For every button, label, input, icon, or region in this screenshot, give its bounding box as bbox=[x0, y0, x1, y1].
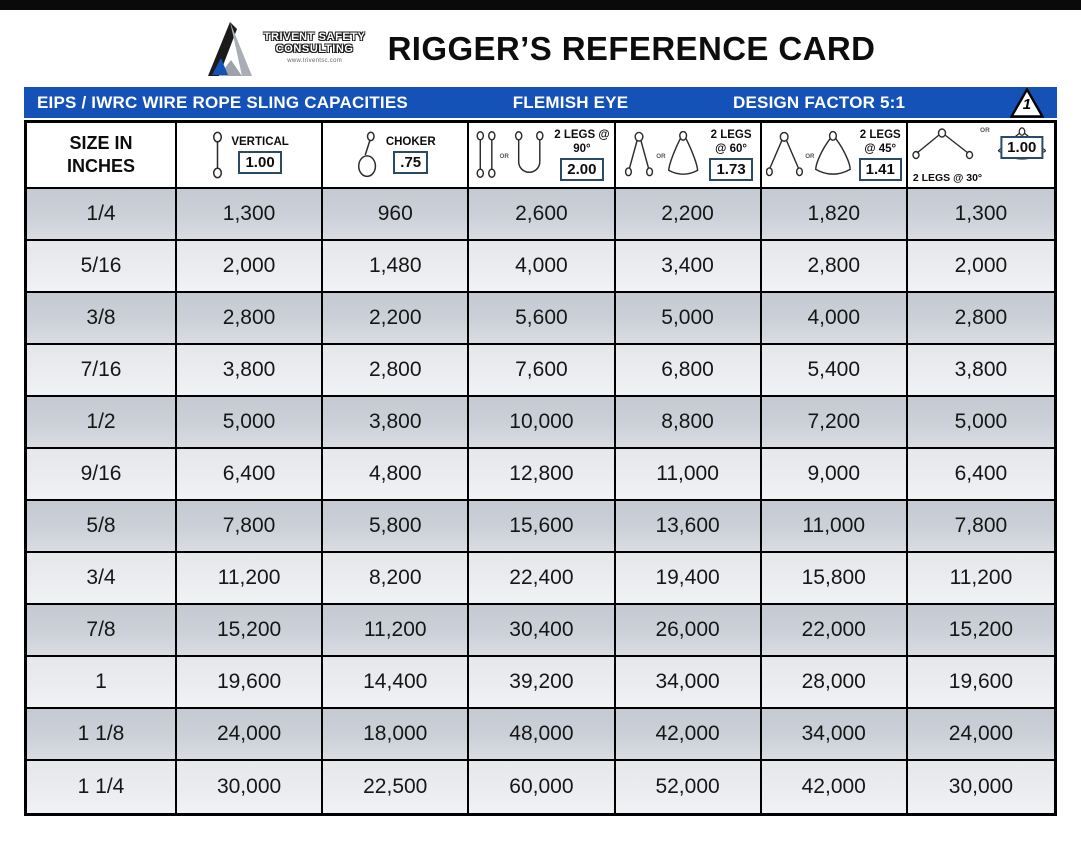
capacity-cell: 7,600 bbox=[469, 345, 615, 395]
factor-box: 1.41 bbox=[859, 158, 902, 181]
column-label-2-legs-45 bbox=[859, 129, 902, 182]
capacity-cell: 2,800 bbox=[323, 345, 469, 395]
row-size-cell: 5/16 bbox=[27, 241, 177, 291]
capacity-cell: 22,400 bbox=[469, 553, 615, 603]
column-label-text: CHOKER bbox=[385, 135, 436, 148]
table-row bbox=[27, 501, 1054, 553]
capacity-cell: 11,200 bbox=[323, 605, 469, 655]
page-number: 1 bbox=[1022, 95, 1032, 113]
logo-name-line2: CONSULTING bbox=[275, 42, 354, 55]
capacity-cell: 2,600 bbox=[469, 189, 615, 239]
two-leg-60-bridle-icon bbox=[622, 131, 704, 179]
svg-text:OR: OR bbox=[656, 152, 667, 160]
capacity-cell: 8,800 bbox=[616, 397, 762, 447]
capacity-cell: 15,800 bbox=[762, 553, 908, 603]
capacity-cell: 22,500 bbox=[323, 761, 469, 813]
capacity-cell: 19,600 bbox=[908, 657, 1054, 707]
capacity-cell: 15,200 bbox=[908, 605, 1054, 655]
capacity-cell: 11,000 bbox=[616, 449, 762, 499]
table-row bbox=[27, 293, 1054, 345]
capacity-cell: 22,000 bbox=[762, 605, 908, 655]
triangle-page-marker-icon bbox=[1010, 88, 1044, 118]
column-label-text: 2 LEGS @ bbox=[554, 128, 610, 141]
capacity-cell: 2,000 bbox=[177, 241, 323, 291]
factor-box: 1.73 bbox=[709, 158, 752, 181]
capacity-cell: 42,000 bbox=[762, 761, 908, 813]
capacity-table bbox=[24, 120, 1057, 816]
svg-text:OR: OR bbox=[499, 152, 510, 160]
size-header-line1: SIZE IN bbox=[69, 132, 133, 153]
capacity-cell: 5,000 bbox=[908, 397, 1054, 447]
capacity-cell: 19,400 bbox=[616, 553, 762, 603]
capacity-cell: 7,800 bbox=[908, 501, 1054, 551]
capacity-cell: 4,800 bbox=[323, 449, 469, 499]
logo-text bbox=[264, 32, 366, 64]
capacity-cell: 14,400 bbox=[323, 657, 469, 707]
capacity-cell: 11,000 bbox=[762, 501, 908, 551]
choker-hitch-icon bbox=[355, 131, 381, 179]
table-row bbox=[27, 345, 1054, 397]
capacity-cell: 2,200 bbox=[616, 189, 762, 239]
capacity-cell: 1,480 bbox=[323, 241, 469, 291]
page-title: RIGGER’S REFERENCE CARD bbox=[387, 29, 876, 67]
capacity-cell: 8,200 bbox=[323, 553, 469, 603]
capacity-cell: 7,800 bbox=[177, 501, 323, 551]
column-label-text: 2 LEGS bbox=[859, 128, 901, 141]
capacity-cell: 26,000 bbox=[616, 605, 762, 655]
capacity-cell: 28,000 bbox=[762, 657, 908, 707]
two-leg-30-bridle-icon bbox=[911, 127, 977, 161]
capacity-cell: 30,000 bbox=[908, 761, 1054, 813]
logo-name-line1: TRIVENT SAFETY bbox=[263, 31, 366, 44]
column-label-vertical bbox=[231, 136, 289, 175]
capacity-cell: 6,400 bbox=[908, 449, 1054, 499]
banner-left-label: EIPS / IWRC WIRE ROPE SLING CAPACITIES bbox=[37, 92, 408, 112]
vertical-sling-icon bbox=[209, 131, 226, 179]
column-label-text: 2 LEGS bbox=[710, 128, 752, 141]
capacity-cell: 60,000 bbox=[469, 761, 615, 813]
capacity-cell: 42,000 bbox=[616, 709, 762, 759]
factor-box: .75 bbox=[393, 151, 428, 174]
company-logo bbox=[206, 20, 366, 78]
capacity-cell: 7,200 bbox=[762, 397, 908, 447]
card-header bbox=[0, 10, 1081, 87]
capacity-cell: 1,820 bbox=[762, 189, 908, 239]
capacity-cell: 48,000 bbox=[469, 709, 615, 759]
row-size-cell: 7/8 bbox=[27, 605, 177, 655]
column-label-text: 90° bbox=[573, 142, 591, 155]
row-size-cell: 3/4 bbox=[27, 553, 177, 603]
capacity-cell: 6,800 bbox=[616, 345, 762, 395]
table-row bbox=[27, 553, 1054, 605]
row-size-cell: 1/4 bbox=[27, 189, 177, 239]
column-label-2-legs-90 bbox=[554, 129, 609, 182]
capacity-cell: 15,600 bbox=[469, 501, 615, 551]
capacity-banner bbox=[24, 87, 1057, 118]
column-label-choker bbox=[386, 136, 436, 175]
logo-website: www.triventsc.com bbox=[287, 58, 343, 65]
row-size-cell: 9/16 bbox=[27, 449, 177, 499]
capacity-cell: 5,000 bbox=[177, 397, 323, 447]
capacity-cell: 30,400 bbox=[469, 605, 615, 655]
column-label-text: VERTICAL bbox=[231, 135, 289, 148]
capacity-cell: 3,800 bbox=[908, 345, 1054, 395]
capacity-cell: 2,000 bbox=[908, 241, 1054, 291]
capacity-cell: 39,200 bbox=[469, 657, 615, 707]
capacity-cell: 3,800 bbox=[323, 397, 469, 447]
capacity-cell: 5,600 bbox=[469, 293, 615, 343]
capacity-cell: 1,300 bbox=[908, 189, 1054, 239]
size-header-line2: INCHES bbox=[66, 156, 135, 176]
capacity-cell: 960 bbox=[323, 189, 469, 239]
two-leg-90-slings-icon bbox=[473, 131, 549, 179]
column-header-choker bbox=[323, 123, 469, 187]
capacity-cell: 4,000 bbox=[762, 293, 908, 343]
column-label-text: @ 60° bbox=[715, 142, 747, 155]
row-size-cell: 5/8 bbox=[27, 501, 177, 551]
column-header-vertical bbox=[177, 123, 323, 187]
table-header-row bbox=[27, 123, 1054, 189]
capacity-cell: 3,400 bbox=[616, 241, 762, 291]
capacity-cell: 11,200 bbox=[908, 553, 1054, 603]
two-leg-45-bridle-icon bbox=[766, 131, 854, 179]
top-black-bar bbox=[0, 0, 1081, 10]
column-label-text: @ 45° bbox=[864, 142, 897, 155]
capacity-cell: 4,000 bbox=[469, 241, 615, 291]
column-header-2-legs-60 bbox=[616, 123, 762, 187]
capacity-cell: 12,800 bbox=[469, 449, 615, 499]
factor-box: 1.00 bbox=[238, 151, 281, 174]
column-header-2-legs-45 bbox=[762, 123, 908, 187]
column-header-size bbox=[27, 123, 177, 187]
capacity-cell: 2,200 bbox=[323, 293, 469, 343]
capacity-cell: 30,000 bbox=[177, 761, 323, 813]
capacity-cell: 5,800 bbox=[323, 501, 469, 551]
capacity-cell: 24,000 bbox=[177, 709, 323, 759]
table-row bbox=[27, 709, 1054, 761]
table-row bbox=[27, 657, 1054, 709]
two-leg-30-basket-icon bbox=[993, 127, 1051, 169]
factor-box: 1.00 bbox=[1000, 136, 1043, 159]
table-row bbox=[27, 397, 1054, 449]
capacity-cell: 11,200 bbox=[177, 553, 323, 603]
row-size-cell: 1 1/8 bbox=[27, 709, 177, 759]
column-label-2-legs-30: 2 LEGS @ 30° bbox=[912, 172, 983, 184]
capacity-cell: 2,800 bbox=[908, 293, 1054, 343]
trivent-triangle-logo-icon bbox=[206, 20, 258, 78]
column-header-2-legs-30 bbox=[908, 123, 1054, 187]
capacity-cell: 18,000 bbox=[323, 709, 469, 759]
row-size-cell: 7/16 bbox=[27, 345, 177, 395]
banner-center-label: FLEMISH EYE bbox=[512, 92, 629, 112]
table-row bbox=[27, 761, 1054, 813]
table-row bbox=[27, 605, 1054, 657]
row-size-cell: 1 bbox=[27, 657, 177, 707]
capacity-cell: 19,600 bbox=[177, 657, 323, 707]
capacity-cell: 13,600 bbox=[616, 501, 762, 551]
row-size-cell: 1/2 bbox=[27, 397, 177, 447]
capacity-cell: 1,300 bbox=[177, 189, 323, 239]
table-row bbox=[27, 241, 1054, 293]
row-size-cell: 1 1/4 bbox=[27, 761, 177, 813]
capacity-cell: 52,000 bbox=[616, 761, 762, 813]
table-row bbox=[27, 449, 1054, 501]
capacity-cell: 24,000 bbox=[908, 709, 1054, 759]
table-body bbox=[27, 189, 1054, 813]
factor-box: 2.00 bbox=[560, 158, 603, 181]
capacity-cell: 34,000 bbox=[762, 709, 908, 759]
row-size-cell: 3/8 bbox=[27, 293, 177, 343]
table-row bbox=[27, 189, 1054, 241]
capacity-cell: 3,800 bbox=[177, 345, 323, 395]
capacity-cell: 5,000 bbox=[616, 293, 762, 343]
capacity-cell: 15,200 bbox=[177, 605, 323, 655]
capacity-cell: 2,800 bbox=[762, 241, 908, 291]
column-label-2-legs-60 bbox=[709, 129, 752, 182]
column-header-2-legs-90 bbox=[469, 123, 615, 187]
capacity-cell: 5,400 bbox=[762, 345, 908, 395]
svg-text:OR: OR bbox=[804, 152, 815, 160]
capacity-cell: 2,800 bbox=[177, 293, 323, 343]
or-label: OR bbox=[980, 127, 990, 134]
banner-right-label: DESIGN FACTOR 5:1 bbox=[733, 92, 906, 112]
capacity-cell: 9,000 bbox=[762, 449, 908, 499]
capacity-cell: 34,000 bbox=[616, 657, 762, 707]
capacity-cell: 10,000 bbox=[469, 397, 615, 447]
capacity-cell: 6,400 bbox=[177, 449, 323, 499]
